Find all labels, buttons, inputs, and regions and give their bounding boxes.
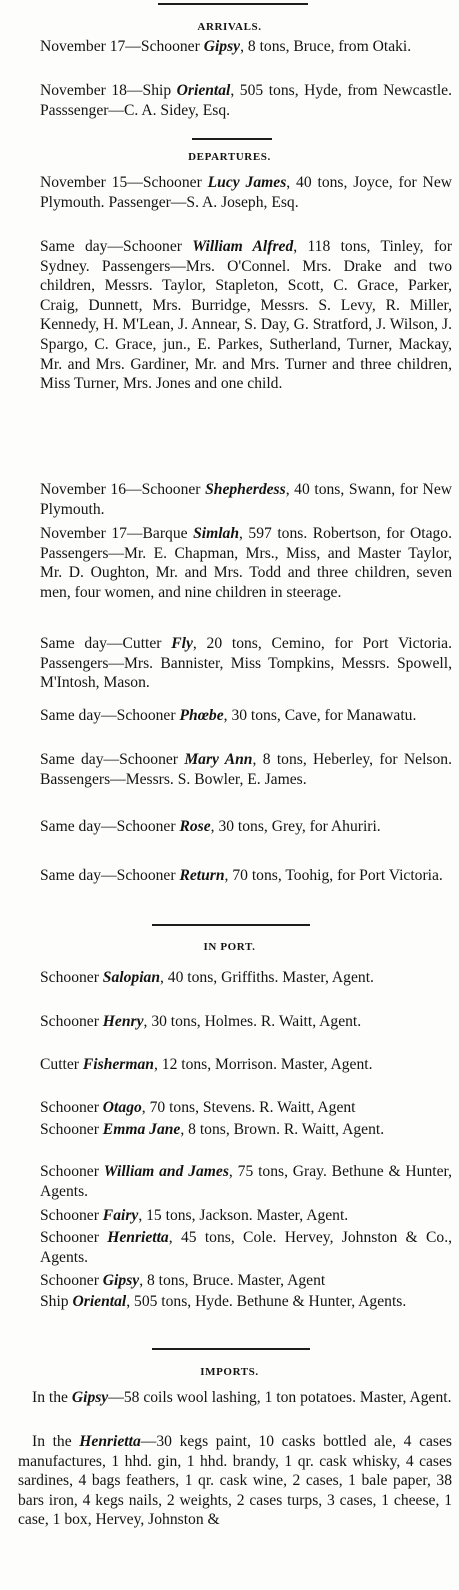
section-rule xyxy=(152,1348,310,1350)
departure-entry: November 15—Schooner Lucy James, 40 tons, Joyce, for New Plymouth. Passenger—S. A. Joseph, Esq. xyxy=(40,174,452,211)
departure-entry: Same day—Schooner Return, 70 tons, Toohig, for Port Victoria. xyxy=(40,867,443,884)
departure-entry: Same day—Cutter Fly, 20 tons, Cemino, for Port Victoria. Passengers—Mrs. Bannister, Miss Tompkins, Messrs. Spowell, M'Intosh, Mason. xyxy=(40,635,452,692)
vessel-name: William and James xyxy=(103,1163,229,1180)
departures-heading: DEPARTURES. xyxy=(188,151,271,163)
vessel-name: Return xyxy=(179,867,225,884)
vessel-name: Henry xyxy=(102,1013,144,1030)
vessel-name: Fly xyxy=(171,635,193,652)
departure-entry: Same day—Schooner William Alfred, 118 tons, Tinley, for Sydney. Passengers—Mrs. O'Connel. Mrs. Drake and two children, Messrs. Taylor, Stapleton, Scott, C. Grace, Parker, Craig, Dunnett, Mrs. Burridge, Messrs. S. Levy, R. Miller, Kennedy, H. M'Lean, J. Annear, S. Day, G. Stratford, J. Wilson, J. Spargo, C. Grace, jun., E. Parkes, Sutherland, Turner, Mackay, Mr. and Mrs. Gardiner, Mr. and Mrs. Turner and three children, Miss Turner, Mrs. Jones and one child. xyxy=(40,238,453,393)
in-port-entry: Schooner Gipsy, 8 tons, Bruce. Master, Agent xyxy=(40,1272,326,1289)
vessel-name: Gipsy xyxy=(203,38,241,55)
vessel-name: Henrietta xyxy=(107,1229,169,1246)
vessel-name: Lucy James xyxy=(207,174,287,191)
vessel-name: William Alfred xyxy=(192,238,294,255)
departure-entry: November 16—Schooner Shepherdess, 40 tons, Swann, for New Plymouth. xyxy=(40,481,452,518)
import-entry: In the Gipsy—58 coils wool lashing, 1 ton potatoes. Master, Agent. xyxy=(32,1389,452,1406)
vessel-name: Otago xyxy=(102,1099,142,1116)
vessel-name: Simlah xyxy=(193,525,240,542)
in-port-entry: Schooner Salopian, 40 tons, Griffiths. Master, Agent. xyxy=(40,969,374,986)
in-port-entry: Schooner Henrietta, 45 tons, Cole. Hervey, Johnston & Co., Agents. xyxy=(40,1229,452,1266)
departure-entry: Same day—Schooner Mary Ann, 8 tons, Heberley, for Nelson. Bassengers—Messrs. S. Bowler, E. James. xyxy=(40,751,452,788)
vessel-name: Oriental xyxy=(72,1293,127,1310)
import-entry: In the Henrietta—30 kegs paint, 10 casks bottled ale, 4 cases manufactures, 1 hhd. gin, 1 hhd. brandy, 1 qr. cask whisky, 4 cases sardines, 4 bags feathers, 1 qr. cask wine, 2 cases, 1 bale paper, 38 bars iron, 4 kegs nails, 2 weights, 2 cases turps, 3 cases, 1 cheese, 1 case, 1 box, Hervey, Johnston & xyxy=(18,1433,452,1529)
departure-entry: November 17—Barque Simlah, 597 tons. Robertson, for Otago. Passengers—Mr. E. Chapman, Mrs., Miss, and Master Taylor, Mr. D. Oughton, Mr. and Mrs. Todd and three children, seven men, four women, and nine children in steerage. xyxy=(40,525,452,601)
section-rule xyxy=(152,924,310,926)
vessel-name: Henrietta xyxy=(79,1433,141,1450)
vessel-name: Fisherman xyxy=(82,1056,154,1073)
in-port-entry: Schooner Fairy, 15 tons, Jackson. Master, Agent. xyxy=(40,1207,349,1224)
vessel-name: Gipsy xyxy=(102,1272,140,1289)
vessel-name: Emma Jane xyxy=(102,1121,181,1138)
vessel-name: Fairy xyxy=(102,1207,139,1224)
section-rule xyxy=(192,138,272,140)
departure-entry: Same day—Schooner Rose, 30 tons, Grey, for Ahuriri. xyxy=(40,818,381,835)
imports-heading: IMPORTS. xyxy=(200,1366,259,1378)
in-port-entry: Schooner Otago, 70 tons, Stevens. R. Waitt, Agent xyxy=(40,1099,356,1116)
in-port-entry: Schooner William and James, 75 tons, Gray. Bethune & Hunter, Agents. xyxy=(40,1163,452,1200)
vessel-name: Phœbe xyxy=(179,707,224,724)
vessel-name: Oriental xyxy=(176,82,231,99)
in-port-entry: Schooner Henry, 30 tons, Holmes. R. Waitt, Agent. xyxy=(40,1013,362,1030)
in-port-entry: Ship Oriental, 505 tons, Hyde. Bethune & Hunter, Agents. xyxy=(40,1293,407,1310)
vessel-name: Mary Ann xyxy=(184,751,253,768)
vessel-name: Gipsy xyxy=(71,1389,109,1406)
vessel-name: Rose xyxy=(179,818,211,835)
arrival-entry: November 17—Schooner Gipsy, 8 tons, Bruce, from Otaki. xyxy=(40,38,412,55)
in-port-entry: Schooner Emma Jane, 8 tons, Brown. R. Waitt, Agent. xyxy=(40,1121,385,1138)
in-port-entry: Cutter Fisherman, 12 tons, Morrison. Master, Agent. xyxy=(40,1056,373,1073)
in-port-heading: IN PORT. xyxy=(203,941,256,953)
top-rule xyxy=(158,3,308,5)
departure-entry: Same day—Schooner Phœbe, 30 tons, Cave, for Manawatu. xyxy=(40,707,417,724)
arrivals-heading: ARRIVALS. xyxy=(197,21,262,33)
vessel-name: Salopian xyxy=(102,969,160,986)
vessel-name: Shepherdess xyxy=(205,481,286,498)
arrival-entry: November 18—Ship Oriental, 505 tons, Hyde, from Newcastle. Passsenger—C. A. Sidey, Esq. xyxy=(40,82,452,119)
